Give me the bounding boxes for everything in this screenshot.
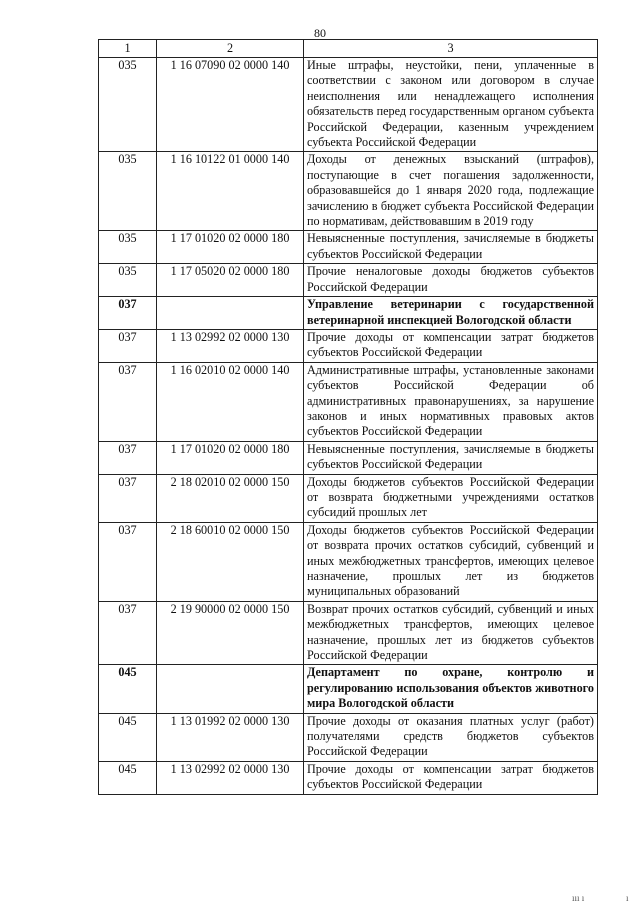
- department-row: [99, 297, 598, 330]
- admin-code-cell: 035: [99, 264, 157, 297]
- revenue-code-cell: [157, 665, 304, 713]
- table-row: [99, 474, 598, 522]
- description-cell: Прочие доходы от оказания платных услуг (работ) получателями средств бюджетов субъектов Российской Федерации: [304, 713, 598, 761]
- department-name-cell: Департамент по охране, контролю и регулированию использования объектов животного мира Вологодской области: [304, 665, 598, 713]
- description-cell: Иные штрафы, неустойки, пени, уплаченные в соответствии с законом или договором в случае неисполнения или ненадлежащего исполнения обязательств перед государственным органом субъекта Российской Федерации, казенным учреждением субъекта Российской Федерации: [304, 58, 598, 152]
- page-number: 80: [314, 26, 326, 40]
- revenue-code-cell: [157, 297, 304, 330]
- table-row: [99, 441, 598, 474]
- revenue-code-cell: 1 16 07090 02 0000 140: [157, 58, 304, 152]
- scan-mark-right: ı: [626, 893, 629, 903]
- description-cell: Доходы бюджетов субъектов Российской Федерации от возврата прочих остатков субсидий, субвенций и иных межбюджетных трансфертов, имеющих целевое назначение, прошлых лет из бюджетов муниципальных образований: [304, 522, 598, 601]
- revenue-code-cell: 1 17 01020 02 0000 180: [157, 231, 304, 264]
- table-row: [99, 152, 598, 231]
- admin-code-cell: 037: [99, 441, 157, 474]
- revenue-code-cell: 1 13 02992 02 0000 130: [157, 329, 304, 362]
- table-header-row: [99, 40, 598, 58]
- column-header-2: 2: [157, 40, 304, 58]
- admin-code-cell: 045: [99, 761, 157, 794]
- table-row: [99, 362, 598, 441]
- admin-code-cell: 045: [99, 665, 157, 713]
- table-row: [99, 264, 598, 297]
- table-body: [99, 58, 598, 795]
- admin-code-cell: 037: [99, 601, 157, 665]
- revenue-codes-table: [98, 39, 598, 795]
- column-header-3: 3: [304, 40, 598, 58]
- admin-code-cell: 035: [99, 231, 157, 264]
- description-cell: Доходы от денежных взысканий (штрафов), поступающие в счет погашения задолженности, образовавшейся до 1 января 2020 года, подлежащие зачислению в бюджет субъекта Российской Федерации по нормативам, действовавшим в 2019 году: [304, 152, 598, 231]
- department-row: [99, 665, 598, 713]
- table-row: [99, 329, 598, 362]
- admin-code-cell: 037: [99, 522, 157, 601]
- table-row: [99, 58, 598, 152]
- description-cell: Невыясненные поступления, зачисляемые в бюджеты субъектов Российской Федерации: [304, 441, 598, 474]
- revenue-code-cell: 1 16 10122 01 0000 140: [157, 152, 304, 231]
- table-row: [99, 761, 598, 794]
- admin-code-cell: 037: [99, 474, 157, 522]
- table-row: [99, 231, 598, 264]
- admin-code-cell: 037: [99, 297, 157, 330]
- admin-code-cell: 035: [99, 58, 157, 152]
- admin-code-cell: 035: [99, 152, 157, 231]
- revenue-code-cell: 1 16 02010 02 0000 140: [157, 362, 304, 441]
- revenue-code-cell: 1 13 01992 02 0000 130: [157, 713, 304, 761]
- revenue-code-cell: 2 18 60010 02 0000 150: [157, 522, 304, 601]
- admin-code-cell: 037: [99, 329, 157, 362]
- revenue-code-cell: 1 17 05020 02 0000 180: [157, 264, 304, 297]
- scan-mark: ııı ı: [572, 893, 585, 903]
- table-row: [99, 713, 598, 761]
- description-cell: Прочие неналоговые доходы бюджетов субъектов Российской Федерации: [304, 264, 598, 297]
- description-cell: Возврат прочих остатков субсидий, субвенций и иных межбюджетных трансфертов, имеющих целевое назначение, прошлых лет из бюджетов субъектов Российской Федерации: [304, 601, 598, 665]
- department-name-cell: Управление ветеринарии с государственной ветеринарной инспекцией Вологодской области: [304, 297, 598, 330]
- description-cell: Невыясненные поступления, зачисляемые в бюджеты субъектов Российской Федерации: [304, 231, 598, 264]
- table-row: [99, 601, 598, 665]
- admin-code-cell: 037: [99, 362, 157, 441]
- table-row: [99, 522, 598, 601]
- description-cell: Административные штрафы, установленные законами субъектов Российской Федерации об административных правонарушениях, за нарушение законов и иных нормативных правовых актов субъектов Российской Федерации: [304, 362, 598, 441]
- revenue-code-cell: 2 19 90000 02 0000 150: [157, 601, 304, 665]
- description-cell: Прочие доходы от компенсации затрат бюджетов субъектов Российской Федерации: [304, 761, 598, 794]
- revenue-code-cell: 1 13 02992 02 0000 130: [157, 761, 304, 794]
- column-header-1: 1: [99, 40, 157, 58]
- revenue-code-cell: 1 17 01020 02 0000 180: [157, 441, 304, 474]
- revenue-code-cell: 2 18 02010 02 0000 150: [157, 474, 304, 522]
- admin-code-cell: 045: [99, 713, 157, 761]
- description-cell: Прочие доходы от компенсации затрат бюджетов субъектов Российской Федерации: [304, 329, 598, 362]
- description-cell: Доходы бюджетов субъектов Российской Федерации от возврата бюджетными учреждениями остатков субсидий прошлых лет: [304, 474, 598, 522]
